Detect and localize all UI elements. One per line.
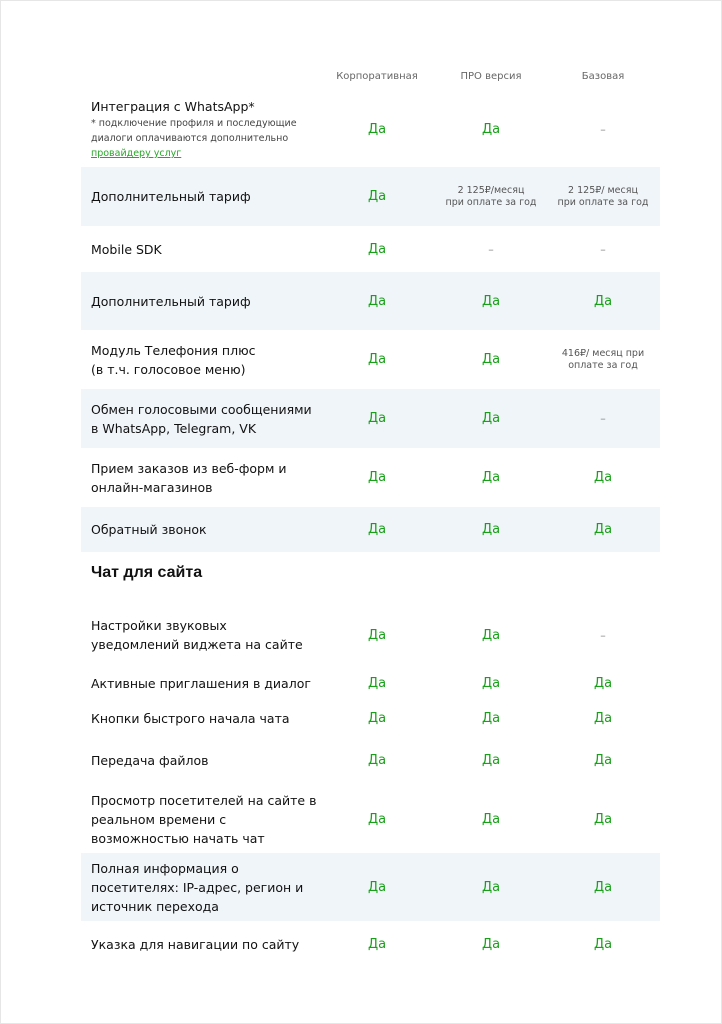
feature-name-line: Передача файлов bbox=[91, 753, 209, 768]
value-corporate: Да bbox=[367, 753, 387, 768]
value-basic: – bbox=[600, 242, 606, 256]
feature-name bbox=[81, 709, 321, 728]
value-corporate: Да bbox=[367, 121, 387, 137]
feature-name-line: Дополнительный тариф bbox=[91, 293, 251, 309]
value-basic: – bbox=[600, 628, 606, 642]
section-title: Чат для сайта bbox=[91, 564, 203, 581]
value-pro: Да bbox=[481, 676, 501, 691]
value-corporate: Да bbox=[367, 711, 387, 726]
feature-name-line: посетителях: IP-адрес, регион и bbox=[91, 879, 304, 895]
value-corporate: Да bbox=[367, 189, 387, 204]
feature-name bbox=[81, 791, 321, 848]
feature-name bbox=[81, 616, 321, 654]
feature-name bbox=[81, 341, 321, 379]
feature-note: * подключение профиля и последующие bbox=[91, 118, 297, 129]
value-basic: Да bbox=[593, 676, 613, 691]
value-corporate: Да bbox=[367, 627, 387, 643]
feature-name bbox=[81, 240, 321, 259]
table-row bbox=[81, 272, 660, 330]
feature-name-line: Дополнительный тариф bbox=[91, 189, 251, 204]
value-corporate: Да bbox=[367, 293, 387, 309]
features-group-chat bbox=[81, 604, 660, 967]
column-header-basic: Базовая bbox=[581, 71, 625, 82]
feature-name bbox=[81, 400, 321, 438]
value-pro: Да bbox=[481, 411, 501, 426]
feature-name-line: Mobile SDK bbox=[91, 241, 162, 257]
value-basic: Да bbox=[593, 711, 613, 726]
table-row bbox=[81, 448, 660, 507]
feature-name-line: Полная информация о bbox=[91, 860, 239, 876]
comparison-table bbox=[81, 61, 660, 967]
value-basic: Да bbox=[593, 293, 613, 309]
table-row bbox=[81, 507, 660, 552]
value-pro: Да bbox=[481, 936, 501, 952]
table-row bbox=[81, 701, 660, 736]
feature-name-line: возможностью начать чат bbox=[91, 830, 265, 846]
table-row bbox=[81, 921, 660, 967]
feature-name-line: Обратный звонок bbox=[91, 522, 207, 537]
value-corporate: Да bbox=[367, 411, 387, 426]
feature-name-line: Кнопки быстрого начала чата bbox=[91, 711, 290, 726]
value-corporate: Да bbox=[367, 470, 387, 485]
table-row bbox=[81, 785, 660, 853]
value-basic: Да bbox=[593, 879, 613, 895]
table-row bbox=[81, 226, 660, 272]
value-basic: – bbox=[600, 122, 606, 136]
feature-name-line: реальном времени с bbox=[91, 811, 227, 827]
feature-name-line: Интеграция с WhatsApp* bbox=[91, 99, 255, 114]
value-pro: Да bbox=[481, 470, 501, 485]
feature-name-line: Прием заказов из веб-форм и bbox=[91, 460, 287, 476]
table-row bbox=[81, 91, 660, 167]
value-pro: Да bbox=[481, 293, 501, 309]
table-row bbox=[81, 604, 660, 666]
value-pro: 2 125₽/месяц при оплате за год bbox=[445, 184, 537, 208]
column-header-pro: ПРО версия bbox=[460, 71, 522, 82]
value-basic: 2 125₽/ месяц при оплате за год bbox=[557, 184, 649, 208]
feature-name-line: источник перехода bbox=[91, 898, 219, 914]
value-corporate: Да bbox=[367, 811, 387, 827]
feature-name-line: уведомлений виджета на сайте bbox=[91, 637, 303, 652]
value-pro: – bbox=[488, 242, 494, 256]
value-basic: Да bbox=[593, 470, 613, 485]
feature-name-line: (в т.ч. голосовое меню) bbox=[91, 361, 246, 377]
value-corporate: Да bbox=[367, 352, 387, 367]
value-pro: Да bbox=[481, 522, 501, 537]
value-corporate: Да bbox=[367, 879, 387, 895]
value-basic: – bbox=[600, 412, 606, 425]
value-basic: Да bbox=[593, 936, 613, 952]
feature-name-line: Просмотр посетителей на сайте в bbox=[91, 792, 317, 808]
feature-name bbox=[81, 935, 321, 954]
feature-name bbox=[81, 520, 321, 539]
value-pro: Да bbox=[481, 121, 501, 137]
feature-name-line: в WhatsApp, Telegram, VK bbox=[91, 420, 257, 436]
feature-name-line: онлайн-магазинов bbox=[91, 479, 213, 495]
value-basic: Да bbox=[593, 811, 613, 827]
value-corporate: Да bbox=[367, 241, 387, 257]
value-pro: Да bbox=[481, 627, 501, 643]
table-row bbox=[81, 330, 660, 389]
feature-name-line: Модуль Телефония плюс bbox=[91, 342, 256, 358]
column-header-corporate: Корпоративная bbox=[336, 71, 418, 82]
feature-name bbox=[81, 674, 321, 693]
value-pro: Да bbox=[481, 879, 501, 895]
feature-note: диалоги оплачиваются дополнительно bbox=[91, 133, 289, 144]
feature-name-line: Настройки звуковых bbox=[91, 618, 227, 633]
feature-name bbox=[81, 292, 321, 311]
table-row bbox=[81, 736, 660, 785]
value-corporate: Да bbox=[367, 522, 387, 537]
feature-name bbox=[81, 859, 321, 916]
value-corporate: Да bbox=[367, 936, 387, 952]
table-header bbox=[81, 61, 660, 91]
provider-link[interactable]: провайдеру услуг bbox=[91, 148, 182, 159]
feature-name-line: Указка для навигации по сайту bbox=[91, 936, 300, 952]
value-pro: Да bbox=[481, 811, 501, 827]
section-header bbox=[81, 552, 660, 604]
table-row bbox=[81, 666, 660, 701]
value-basic: Да bbox=[593, 753, 613, 768]
table-row bbox=[81, 389, 660, 448]
features-group-main bbox=[81, 91, 660, 552]
value-basic: Да bbox=[593, 522, 613, 537]
value-pro: Да bbox=[481, 352, 501, 367]
feature-name bbox=[81, 459, 321, 497]
value-corporate: Да bbox=[367, 676, 387, 691]
table-row bbox=[81, 167, 660, 226]
value-pro: Да bbox=[481, 753, 501, 768]
value-basic: 416₽/ месяц при оплате за год bbox=[561, 347, 645, 371]
feature-name bbox=[81, 187, 321, 206]
value-pro: Да bbox=[481, 711, 501, 726]
feature-name bbox=[81, 97, 321, 161]
table-row bbox=[81, 853, 660, 921]
feature-name bbox=[81, 751, 321, 770]
feature-name-line: Активные приглашения в диалог bbox=[91, 676, 311, 691]
feature-name-line: Обмен голосовыми сообщениями bbox=[91, 401, 312, 417]
